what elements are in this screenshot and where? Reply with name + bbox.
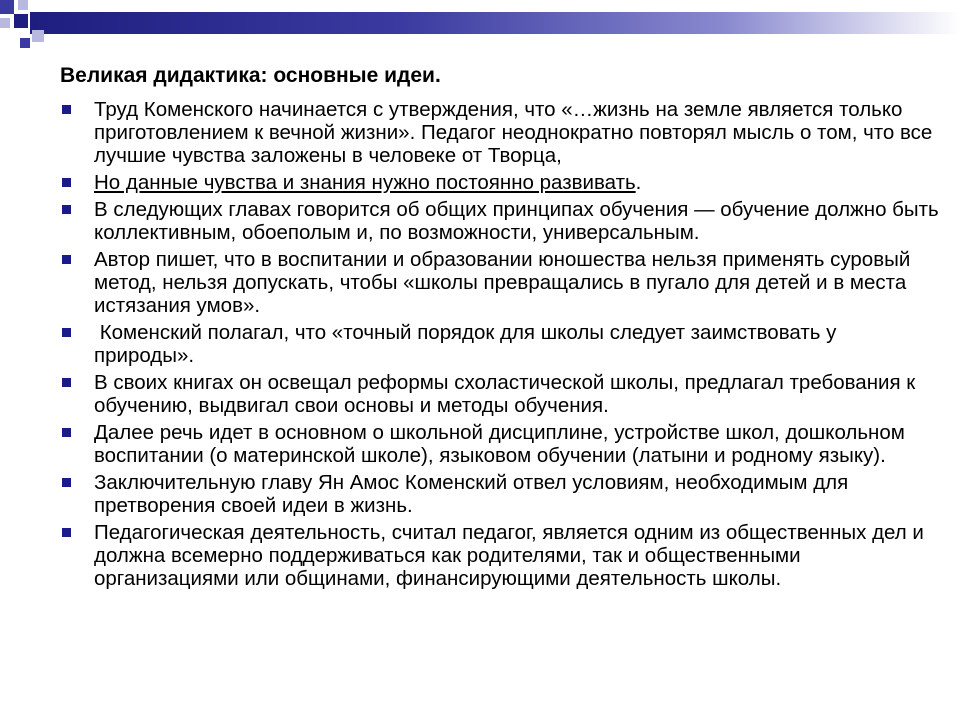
bullet-text: Коменский полагал, что «точный порядок для школы следует заимствовать у природы». [94, 321, 843, 367]
square-bullet-icon [62, 105, 71, 114]
decor-square [0, 0, 14, 14]
decor-square [0, 18, 10, 28]
slide-header-decoration [0, 0, 960, 60]
bullet-item [60, 421, 940, 467]
decor-square [18, 0, 28, 10]
square-bullet-icon [62, 255, 71, 264]
bullet-item [60, 98, 940, 167]
bullet-item [60, 471, 940, 517]
bullet-text: Педагогическая деятельность, считал педагог, является одним из общественных дел и должна всемерно поддерживаться как родителями, так и общественными организациями или общинами, финансирующими деятельность школы. [94, 521, 924, 590]
bullet-text: Автор пишет, что в воспитании и образовании юношества нельзя применять суровый метод, нельзя допускать, чтобы «школы превращались в пугало для детей и в места истязания умов». [94, 248, 911, 317]
decor-square [20, 38, 30, 48]
square-bullet-icon [62, 178, 71, 187]
bullet-text-underlined: Но данные чувства и знания нужно постоянно развивать [94, 171, 636, 194]
bullet-text: Далее речь идет в основном о школьной дисциплине, устройстве школ, дошкольном воспитании (о материнской школе), языковом обучении (латыни и родному языку). [94, 421, 905, 467]
bullet-text: Заключительную главу Ян Амос Коменский отвел условиям, необходимым для претворения своей идеи в жизнь. [94, 471, 849, 517]
bullet-item [60, 321, 940, 367]
bullet-item [60, 521, 940, 590]
square-bullet-icon [62, 428, 71, 437]
header-gradient-bar [30, 12, 960, 34]
slide-title: Великая дидактика: основные идеи. [60, 64, 441, 87]
bullet-item [60, 171, 940, 194]
bullet-text: Труд Коменского начинается с утверждения, что «…жизнь на земле является только приготовлением к вечной жизни». Педагог неоднократно повторял мысль о том, что все лучшие чувства заложены в человеке от Творца, [94, 98, 933, 167]
decor-square [14, 14, 28, 28]
bullet-text-tail: . [635, 171, 642, 194]
bullet-item [60, 248, 940, 317]
bullet-item [60, 198, 940, 244]
bullet-text: В следующих главах говорится об общих принципах обучения — обучение должно быть коллективным, обоеполым и, по возможности, универсальным. [94, 198, 939, 244]
decor-square [32, 30, 44, 42]
bullet-text: В своих книгах он освещал реформы схоластической школы, предлагал требования к обучению, выдвигал свои основы и методы обучения. [94, 371, 916, 417]
square-bullet-icon [62, 328, 71, 337]
square-bullet-icon [62, 205, 71, 214]
bullet-item [60, 371, 940, 417]
square-bullet-icon [62, 478, 71, 487]
square-bullet-icon [62, 528, 71, 537]
bullet-list [60, 98, 940, 594]
square-bullet-icon [62, 378, 71, 387]
